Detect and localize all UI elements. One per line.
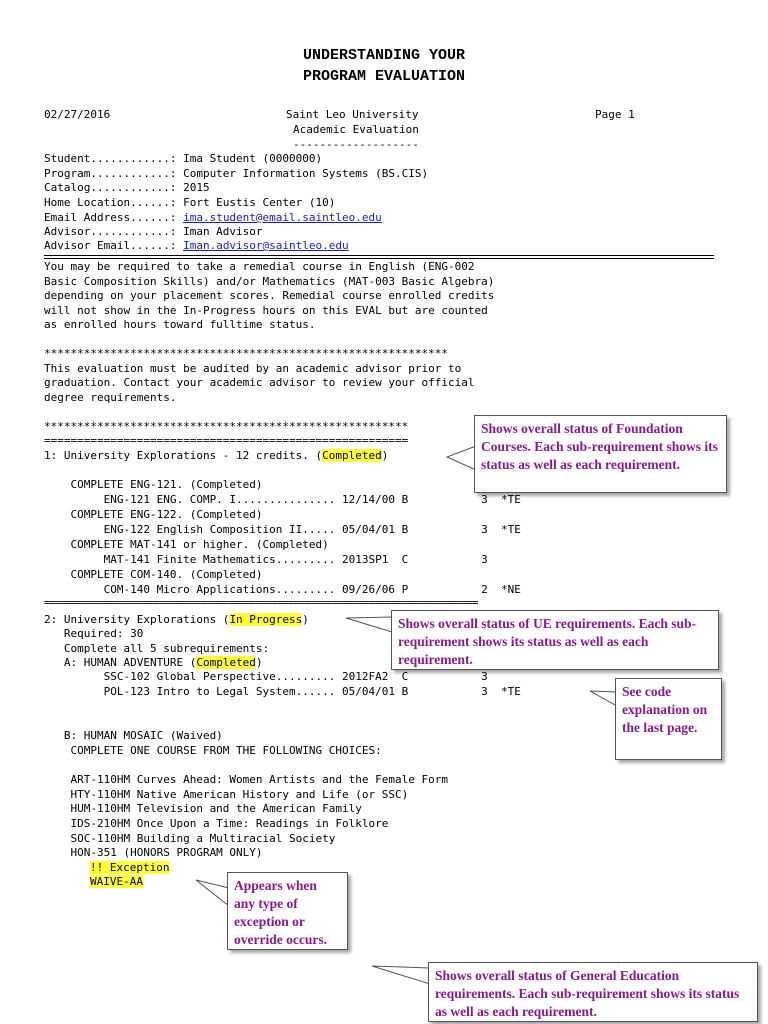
callout-gened-status: Shows overall status of General Education requirements. Each sub-requirement shows its status as well as each requirement.	[428, 962, 758, 1022]
subreq-b-instruction: COMPLETE ONE COURSE FROM THE FOLLOWING CHOICES:	[44, 744, 382, 757]
advisor-email-link[interactable]: Iman.advisor@saintleo.edu	[183, 239, 349, 252]
callout-exception: Appears when any type of exception or override occurs.	[227, 872, 348, 950]
waive-code	[90, 874, 143, 889]
student-email-link[interactable]: ima.student@email.saintleo.edu	[183, 211, 382, 224]
section-2-complete-all: Complete all 5 subrequirements:	[44, 642, 270, 655]
callout-ue-status: Shows overall status of UE requirements. Each sub-requirement shows its status as well as each requirement.	[391, 610, 719, 670]
page-number: Page 1	[595, 108, 635, 121]
section-1-line-3: COMPLETE ENG-122. (Completed)	[44, 508, 263, 521]
waive-text: WAIVE-AA	[90, 875, 143, 888]
university-name: Saint Leo University	[286, 108, 419, 121]
subreq-b-choice-6: HON-351 (HONORS PROGRAM ONLY)	[44, 846, 263, 859]
audit-line-1: This evaluation must be audited by an academic advisor prior to	[44, 362, 462, 375]
callout-foundation-status: Shows overall status of Foundation Courses. Each sub-requirement shows its status as well as each requirement.	[474, 415, 727, 493]
remedial-line-5: as enrolled hours toward fulltime status.	[44, 318, 316, 331]
section-1-line-7: COMPLETE COM-140. (Completed)	[44, 568, 263, 581]
subreq-a-title-end: )	[255, 656, 263, 669]
remedial-line-1: You may be required to take a remedial course in English (ENG-002	[44, 260, 475, 273]
subreq-a-course-1: SSC-102 Global Perspective......... 2012FA2 C 3	[44, 670, 488, 683]
exception-text: !! Exception	[90, 861, 170, 874]
section-1-line-4: ENG-122 English Composition II..... 05/04/01 B 3 *TE	[44, 523, 521, 536]
equals-separator-1: =======================================================	[44, 434, 409, 447]
section-divider: ================================================================================	[44, 597, 478, 609]
subreq-a-heading	[44, 655, 263, 670]
callout-code-explanation: See code explanation on the last page.	[615, 678, 722, 760]
section-1-line-1: COMPLETE ENG-121. (Completed)	[44, 478, 263, 491]
doc-title-line-1: UNDERSTANDING YOUR	[302, 47, 466, 64]
section-1-heading	[44, 448, 388, 463]
document-name: Academic Evaluation	[293, 123, 419, 136]
section-1-title: 1: University Explorations - 12 credits. (	[44, 449, 323, 462]
section-2-heading	[44, 612, 309, 627]
subreq-a-status-badge: Completed	[196, 656, 256, 669]
advisor-email-label: Advisor Email......:	[44, 239, 184, 252]
section-1-title-end: )	[381, 449, 389, 462]
section-1-line-8: COM-140 Micro Applications......... 09/26/06 P 2 *NE	[44, 583, 521, 596]
section-1-line-2: ENG-121 ENG. COMP. I............... 12/14/00 B 3 *TE	[44, 493, 521, 506]
remedial-line-4: will not show in the In-Progress hours on this EVAL but are counted	[44, 304, 488, 317]
subreq-b-choice-3: HUM-110HM Television and the American Family	[44, 802, 362, 815]
star-separator-1: *************************************************************	[44, 347, 448, 360]
program-row: Program............: Computer Information Systems (BS.CIS)	[44, 167, 429, 180]
subreq-b-choice-2: HTY-110HM Native American History and Life (or SSC)	[44, 788, 409, 801]
email-row	[44, 210, 382, 225]
subreq-b-choice-5: SOC-110HM Building a Multiracial Society	[44, 832, 336, 845]
section-2-status-badge: In Progress	[229, 613, 303, 626]
remedial-line-2: Basic Composition Skills) and/or Mathematics (MAT-003 Basic Algebra)	[44, 275, 495, 288]
home-location-row: Home Location......: Fort Eustis Center (10)	[44, 196, 336, 209]
email-label: Email Address......:	[44, 211, 184, 224]
audit-line-3: degree requirements.	[44, 391, 177, 404]
report-date: 02/27/2016	[44, 108, 111, 121]
catalog-row: Catalog............: 2015	[44, 181, 210, 194]
remedial-line-3: depending on your placement scores. Remedial course enrolled credits	[44, 289, 495, 302]
document-name-underline: -------------------	[293, 138, 419, 151]
star-separator-2: *******************************************************	[44, 420, 409, 433]
subreq-a-title: A: HUMAN ADVENTURE (	[44, 656, 197, 669]
section-2-title: 2: University Explorations (	[44, 613, 230, 626]
subreq-b-choice-1: ART-110HM Curves Ahead: Women Artists and the Female Form	[44, 773, 448, 786]
section-2-required: Required: 30	[44, 627, 144, 640]
section-1-status-badge: Completed	[322, 449, 382, 462]
section-1-line-6: MAT-141 Finite Mathematics......... 2013SP1 C 3	[44, 553, 488, 566]
advisor-row: Advisor............: Iman Advisor	[44, 225, 263, 238]
subreq-a-course-2: POL-123 Intro to Legal System...... 05/04/01 B 3 *TE	[44, 685, 521, 698]
doc-title-line-2: PROGRAM EVALUATION	[302, 68, 466, 85]
section-1-line-5: COMPLETE MAT-141 or higher. (Completed)	[44, 538, 329, 551]
audit-line-2: graduation. Contact your academic advisor to review your official	[44, 376, 475, 389]
advisor-email-row	[44, 238, 349, 253]
section-2-title-end: )	[302, 613, 309, 626]
exception-flag	[90, 860, 169, 875]
subreq-b-choice-4: IDS-210HM Once Upon a Time: Readings in Folklore	[44, 817, 389, 830]
student-row: Student............: Ima Student (0000000)	[44, 152, 323, 165]
double-rule-top	[44, 255, 714, 256]
subreq-b-heading: B: HUMAN MOSAIC (Waived)	[44, 729, 223, 742]
